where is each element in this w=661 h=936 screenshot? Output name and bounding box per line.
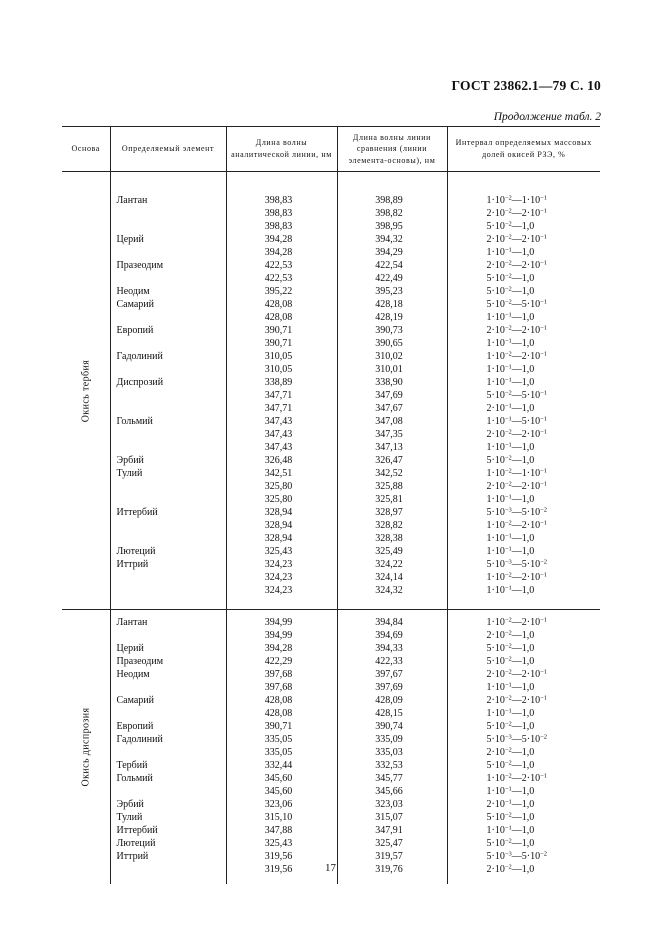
element-name bbox=[111, 272, 226, 285]
column-header-analytical-line: Длина волны аналитической линии, нм bbox=[226, 127, 337, 172]
base-label: Окись тербия bbox=[80, 359, 92, 422]
interval-value: $1\cdot 10^{-1}—1,0$ bbox=[486, 363, 535, 375]
interval-value: $5\cdot 10^{-2}—1,0$ bbox=[486, 811, 535, 823]
analytical-line-value: 345,60 bbox=[264, 773, 293, 784]
analytical-line-value: 397,68 bbox=[264, 682, 293, 693]
interval-value: $5\cdot 10^{-2}—1,0$ bbox=[486, 220, 535, 232]
comparison-line-value: 338,90 bbox=[375, 377, 403, 388]
comparison-line-value: 325,88 bbox=[375, 481, 403, 492]
interval-value: $5\cdot 10^{-2}—1,0$ bbox=[486, 272, 535, 284]
element-name: Гадолиний bbox=[116, 351, 163, 362]
interval-column bbox=[448, 610, 601, 884]
comparison-line-value: 325,47 bbox=[375, 838, 403, 849]
element-name bbox=[111, 337, 226, 350]
comparison-line-value: 324,14 bbox=[375, 572, 403, 583]
analytical-line-value: 345,60 bbox=[264, 786, 293, 797]
comparison-line-value: 428,19 bbox=[375, 312, 403, 323]
element-name bbox=[111, 707, 226, 720]
interval-value: $2\cdot 10^{-2}—1,0$ bbox=[486, 629, 535, 641]
element-name: Церий bbox=[116, 234, 144, 245]
comparison-line-value: 310,02 bbox=[375, 351, 403, 362]
analytical-line-value: 398,83 bbox=[264, 221, 293, 232]
comparison-line-column bbox=[338, 610, 447, 884]
element-name: Тулий bbox=[116, 812, 143, 823]
element-name bbox=[111, 493, 226, 506]
analytical-line-value: 428,08 bbox=[264, 695, 293, 706]
analytical-line-value: 394,28 bbox=[264, 643, 293, 654]
interval-value: $5\cdot 10^{-3}—5\cdot 10^{-2}$ bbox=[486, 733, 548, 745]
analytical-line-value: 390,71 bbox=[264, 325, 293, 336]
comparison-line-value: 342,52 bbox=[375, 468, 403, 479]
comparison-line-value: 324,32 bbox=[375, 585, 403, 596]
base-label: Окись диспрозия bbox=[80, 707, 92, 787]
analytical-line-value: 325,80 bbox=[264, 481, 293, 492]
comparison-line-value: 319,76 bbox=[375, 864, 403, 875]
table-header-row bbox=[62, 127, 600, 172]
column-header-interval: Интервал определяемых массовых долей окисей РЗЭ, % bbox=[447, 127, 600, 172]
analytical-line-value: 428,08 bbox=[264, 299, 293, 310]
analytical-line-value: 394,28 bbox=[264, 247, 293, 258]
element-name: Церий bbox=[116, 643, 144, 654]
analytical-line-value: 397,68 bbox=[264, 669, 293, 680]
element-name: Празеодим bbox=[116, 260, 164, 271]
comparison-line-value: 345,66 bbox=[375, 786, 403, 797]
analytical-line-value: 398,83 bbox=[264, 208, 293, 219]
analytical-line-value: 347,71 bbox=[264, 390, 293, 401]
analytical-line-value: 328,94 bbox=[264, 520, 293, 531]
interval-value: $2\cdot 10^{-2}—2\cdot 10^{-1}$ bbox=[486, 259, 548, 271]
comparison-line-value: 394,33 bbox=[375, 643, 403, 654]
element-name: Гольмий bbox=[116, 773, 153, 784]
element-name bbox=[111, 629, 226, 642]
interval-value: $2\cdot 10^{-2}—2\cdot 10^{-1}$ bbox=[486, 233, 548, 245]
comparison-line-value: 428,15 bbox=[375, 708, 403, 719]
element-name: Самарий bbox=[116, 299, 155, 310]
interval-value: $1\cdot 10^{-2}—1\cdot 10^{-1}$ bbox=[486, 194, 548, 206]
analytical-line-value: 390,71 bbox=[264, 338, 293, 349]
comparison-line-value: 428,18 bbox=[375, 299, 403, 310]
element-name: Неодим bbox=[116, 286, 150, 297]
comparison-line-value: 390,65 bbox=[375, 338, 403, 349]
comparison-line-value: 328,38 bbox=[375, 533, 403, 544]
comparison-line-value: 323,03 bbox=[375, 799, 403, 810]
element-name: Лютеций bbox=[116, 838, 156, 849]
comparison-line-value: 328,82 bbox=[375, 520, 403, 531]
element-name bbox=[111, 532, 226, 545]
interval-value: $5\cdot 10^{-3}—5\cdot 10^{-2}$ bbox=[486, 850, 548, 862]
interval-value: $1\cdot 10^{-2}—2\cdot 10^{-1}$ bbox=[486, 772, 548, 784]
element-name bbox=[111, 480, 226, 493]
interval-value: $2\cdot 10^{-2}—2\cdot 10^{-1}$ bbox=[486, 694, 548, 706]
element-name: Тулий bbox=[116, 468, 143, 479]
analytical-line-value: 332,44 bbox=[264, 760, 293, 771]
interval-value: $5\cdot 10^{-2}—1,0$ bbox=[486, 642, 535, 654]
element-name bbox=[111, 220, 226, 233]
analytical-line-value: 324,23 bbox=[264, 559, 293, 570]
interval-value: $2\cdot 10^{-2}—2\cdot 10^{-1}$ bbox=[486, 480, 548, 492]
analytical-line-value: 338,89 bbox=[264, 377, 293, 388]
comparison-line-value: 422,49 bbox=[375, 273, 403, 284]
comparison-line-value: 315,07 bbox=[375, 812, 403, 823]
analytical-line-value: 323,06 bbox=[264, 799, 293, 810]
element-name: Гадолиний bbox=[116, 734, 163, 745]
base-cell bbox=[62, 172, 110, 610]
interval-value: $5\cdot 10^{-2}—1,0$ bbox=[486, 285, 535, 297]
comparison-line-value: 428,09 bbox=[375, 695, 403, 706]
comparison-line-value: 335,09 bbox=[375, 734, 403, 745]
interval-value: $1\cdot 10^{-2}—2\cdot 10^{-1}$ bbox=[486, 571, 548, 583]
element-name: Самарий bbox=[116, 695, 155, 706]
analytical-line-value: 422,53 bbox=[264, 260, 293, 271]
element-name bbox=[111, 746, 226, 759]
comparison-line-value: 422,54 bbox=[375, 260, 403, 271]
comparison-line-value: 390,74 bbox=[375, 721, 403, 732]
column-header-comparison-line: Длина волны линии сравнения (линии элемента-основы), нм bbox=[337, 127, 447, 172]
analytical-line-value: 328,94 bbox=[264, 507, 293, 518]
analytical-line-value: 319,56 bbox=[264, 851, 293, 862]
element-column bbox=[111, 610, 226, 884]
comparison-line-value: 398,82 bbox=[375, 208, 403, 219]
element-name: Иттрий bbox=[116, 851, 149, 862]
interval-value: $1\cdot 10^{-1}—1,0$ bbox=[486, 246, 535, 258]
interval-value: $5\cdot 10^{-2}—5\cdot 10^{-1}$ bbox=[486, 389, 548, 401]
analytical-line-value: 428,08 bbox=[264, 312, 293, 323]
element-name: Европий bbox=[116, 325, 154, 336]
comparison-line-value: 394,84 bbox=[375, 617, 403, 628]
comparison-line-value: 347,35 bbox=[375, 429, 403, 440]
table-continuation-label: Продолжение табл. 2 bbox=[493, 111, 601, 123]
element-name: Лантан bbox=[116, 617, 148, 628]
analytical-line-value: 394,28 bbox=[264, 234, 293, 245]
analytical-line-value: 335,05 bbox=[264, 734, 293, 745]
comparison-line-value: 347,08 bbox=[375, 416, 403, 427]
element-name: Гольмий bbox=[116, 416, 153, 427]
interval-value: $1\cdot 10^{-1}—1,0$ bbox=[486, 545, 535, 557]
spectral-lines-table bbox=[62, 126, 600, 884]
interval-value: $1\cdot 10^{-2}—2\cdot 10^{-1}$ bbox=[486, 350, 548, 362]
analytical-line-value: 428,08 bbox=[264, 708, 293, 719]
interval-value: $5\cdot 10^{-2}—5\cdot 10^{-1}$ bbox=[486, 298, 548, 310]
analytical-line-value: 394,99 bbox=[264, 630, 293, 641]
analytical-line-value: 310,05 bbox=[264, 351, 293, 362]
comparison-line-value: 332,53 bbox=[375, 760, 403, 771]
analytical-line-value: 398,83 bbox=[264, 195, 293, 206]
analytical-line-value: 422,29 bbox=[264, 656, 293, 667]
element-name: Иттрий bbox=[116, 559, 149, 570]
analytical-line-value: 315,10 bbox=[264, 812, 293, 823]
element-name: Эрбий bbox=[116, 799, 144, 810]
comparison-line-value: 335,03 bbox=[375, 747, 403, 758]
element-name bbox=[111, 785, 226, 798]
analytical-line-value: 310,05 bbox=[264, 364, 293, 375]
comparison-line-value: 397,69 bbox=[375, 682, 403, 693]
table-section-row bbox=[62, 172, 600, 610]
interval-value: $5\cdot 10^{-3}—5\cdot 10^{-2}$ bbox=[486, 558, 548, 570]
comparison-line-value: 326,47 bbox=[375, 455, 403, 466]
analytical-line-value: 328,94 bbox=[264, 533, 293, 544]
comparison-line-value: 310,01 bbox=[375, 364, 403, 375]
comparison-line-value: 347,91 bbox=[375, 825, 403, 836]
interval-column bbox=[448, 172, 601, 609]
element-name bbox=[111, 311, 226, 324]
interval-value: $5\cdot 10^{-3}—5\cdot 10^{-2}$ bbox=[486, 506, 548, 518]
analytical-line-value: 347,71 bbox=[264, 403, 293, 414]
comparison-line-value: 347,13 bbox=[375, 442, 403, 453]
element-name bbox=[111, 519, 226, 532]
comparison-line-value: 422,33 bbox=[375, 656, 403, 667]
interval-value: $2\cdot 10^{-2}—2\cdot 10^{-1}$ bbox=[486, 324, 548, 336]
element-name bbox=[111, 402, 226, 415]
element-name bbox=[111, 571, 226, 584]
column-header-base: Основа bbox=[62, 127, 110, 172]
analytical-line-value: 324,23 bbox=[264, 585, 293, 596]
analytical-line-value: 422,53 bbox=[264, 273, 293, 284]
analytical-line-value: 347,43 bbox=[264, 416, 293, 427]
interval-value: $5\cdot 10^{-2}—1,0$ bbox=[486, 837, 535, 849]
comparison-line-value: 397,67 bbox=[375, 669, 403, 680]
element-name bbox=[111, 246, 226, 259]
section-dysprosium-oxide bbox=[62, 610, 600, 885]
analytical-line-value: 326,48 bbox=[264, 455, 293, 466]
element-name bbox=[111, 389, 226, 402]
element-name: Тербий bbox=[116, 760, 148, 771]
interval-value: $1\cdot 10^{-1}—1,0$ bbox=[486, 707, 535, 719]
comparison-line-value: 390,73 bbox=[375, 325, 403, 336]
comparison-line-value: 325,49 bbox=[375, 546, 403, 557]
analytical-line-value: 347,43 bbox=[264, 442, 293, 453]
analytical-line-value: 342,51 bbox=[264, 468, 293, 479]
interval-value: $1\cdot 10^{-1}—1,0$ bbox=[486, 681, 535, 693]
element-name bbox=[111, 441, 226, 454]
element-name: Эрбий bbox=[116, 455, 144, 466]
interval-value: $2\cdot 10^{-2}—1,0$ bbox=[486, 863, 535, 875]
element-name bbox=[111, 681, 226, 694]
comparison-line-value: 319,57 bbox=[375, 851, 403, 862]
interval-value: $2\cdot 10^{-1}—1,0$ bbox=[486, 798, 535, 810]
element-name bbox=[111, 207, 226, 220]
base-cell bbox=[62, 610, 110, 885]
analytical-line-value: 324,23 bbox=[264, 572, 293, 583]
interval-value: $1\cdot 10^{-1}—1,0$ bbox=[486, 337, 535, 349]
comparison-line-value: 394,69 bbox=[375, 630, 403, 641]
element-name: Лютеций bbox=[116, 546, 156, 557]
table-section-row bbox=[62, 610, 600, 885]
comparison-line-value: 325,81 bbox=[375, 494, 403, 505]
comparison-line-value: 324,22 bbox=[375, 559, 403, 570]
analytical-line-column bbox=[227, 610, 337, 884]
interval-value: $5\cdot 10^{-2}—1,0$ bbox=[486, 454, 535, 466]
element-name: Празеодим bbox=[116, 656, 164, 667]
comparison-line-value: 328,97 bbox=[375, 507, 403, 518]
interval-value: $5\cdot 10^{-2}—1,0$ bbox=[486, 759, 535, 771]
element-name: Диспрозий bbox=[116, 377, 164, 388]
comparison-line-value: 398,89 bbox=[375, 195, 403, 206]
comparison-line-value: 395,23 bbox=[375, 286, 403, 297]
element-name: Иттербий bbox=[116, 507, 158, 518]
element-name: Иттербий bbox=[116, 825, 158, 836]
interval-value: $5\cdot 10^{-2}—1,0$ bbox=[486, 720, 535, 732]
analytical-line-value: 347,43 bbox=[264, 429, 293, 440]
interval-value: $1\cdot 10^{-1}—1,0$ bbox=[486, 824, 535, 836]
interval-value: $1\cdot 10^{-1}—1,0$ bbox=[486, 311, 535, 323]
element-name bbox=[111, 584, 226, 597]
comparison-line-value: 394,32 bbox=[375, 234, 403, 245]
interval-value: $1\cdot 10^{-1}—1,0$ bbox=[486, 493, 535, 505]
interval-value: $1\cdot 10^{-1}—1,0$ bbox=[486, 584, 535, 596]
column-header-element: Определяемый элемент bbox=[110, 127, 226, 172]
analytical-line-value: 335,05 bbox=[264, 747, 293, 758]
comparison-line-value: 345,77 bbox=[375, 773, 403, 784]
comparison-line-value: 347,67 bbox=[375, 403, 403, 414]
analytical-line-value: 390,71 bbox=[264, 721, 293, 732]
comparison-line-value: 394,29 bbox=[375, 247, 403, 258]
element-name bbox=[111, 363, 226, 376]
interval-value: $2\cdot 10^{-2}—2\cdot 10^{-1}$ bbox=[486, 207, 548, 219]
analytical-line-value: 325,80 bbox=[264, 494, 293, 505]
analytical-line-value: 325,43 bbox=[264, 838, 293, 849]
element-name bbox=[111, 428, 226, 441]
interval-value: $1\cdot 10^{-1}—1,0$ bbox=[486, 376, 535, 388]
section-terbium-oxide bbox=[62, 172, 600, 610]
analytical-line-column bbox=[227, 172, 337, 609]
interval-value: $1\cdot 10^{-1}—1,0$ bbox=[486, 441, 535, 453]
element-column bbox=[111, 172, 226, 609]
comparison-line-column bbox=[338, 172, 447, 609]
interval-value: $1\cdot 10^{-1}—1,0$ bbox=[486, 785, 535, 797]
interval-value: $5\cdot 10^{-2}—1,0$ bbox=[486, 655, 535, 667]
comparison-line-value: 347,69 bbox=[375, 390, 403, 401]
analytical-line-value: 347,88 bbox=[264, 825, 293, 836]
element-name: Неодим bbox=[116, 669, 150, 680]
document-code: ГОСТ 23862.1—79 С. 10 bbox=[451, 78, 601, 93]
analytical-line-value: 319,56 bbox=[264, 864, 293, 875]
interval-value: $1\cdot 10^{-2}—2\cdot 10^{-1}$ bbox=[486, 616, 548, 628]
interval-value: $2\cdot 10^{-2}—1,0$ bbox=[486, 746, 535, 758]
comparison-line-value: 398,95 bbox=[375, 221, 403, 232]
interval-value: $2\cdot 10^{-1}—1,0$ bbox=[486, 402, 535, 414]
analytical-line-value: 395,22 bbox=[264, 286, 293, 297]
analytical-line-value: 325,43 bbox=[264, 546, 293, 557]
element-name: Европий bbox=[116, 721, 154, 732]
interval-value: $2\cdot 10^{-2}—2\cdot 10^{-1}$ bbox=[486, 668, 548, 680]
interval-value: $1\cdot 10^{-2}—1\cdot 10^{-1}$ bbox=[486, 467, 548, 479]
analytical-line-value: 394,99 bbox=[264, 617, 293, 628]
interval-value: $1\cdot 10^{-1}—1,0$ bbox=[486, 532, 535, 544]
element-name: Лантан bbox=[116, 195, 148, 206]
interval-value: $2\cdot 10^{-2}—2\cdot 10^{-1}$ bbox=[486, 428, 548, 440]
page-number: 17 bbox=[325, 862, 336, 874]
interval-value: $1\cdot 10^{-2}—2\cdot 10^{-1}$ bbox=[486, 519, 548, 531]
interval-value: $1\cdot 10^{-1}—5\cdot 10^{-1}$ bbox=[486, 415, 548, 427]
